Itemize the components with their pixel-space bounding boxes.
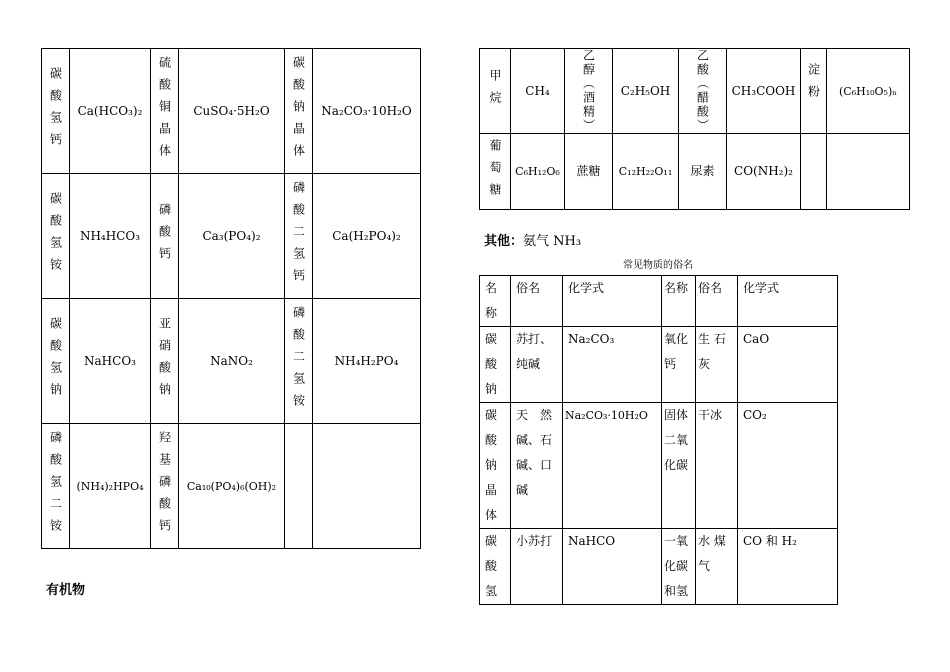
compound-formula: Ca(H₂PO₄)₂ xyxy=(313,174,421,299)
common-name: 生 石 灰 xyxy=(696,327,738,403)
substance-name: 固体二氧化碳 xyxy=(662,403,696,529)
compound-name: 碳酸氢钠 xyxy=(42,299,70,424)
organic-compound-table xyxy=(479,48,910,210)
chemical-formula: CO₂ xyxy=(738,403,838,529)
organic-name: 甲烷 xyxy=(480,49,511,134)
compound-name: 硫酸铜晶体 xyxy=(151,49,179,174)
header-formula: 化学式 xyxy=(738,276,838,327)
organic-heading: 有机物 xyxy=(46,583,86,598)
compound-formula: NH₄HCO₃ xyxy=(70,174,151,299)
compound-formula: NH₄H₂PO₄ xyxy=(313,299,421,424)
organic-formula: C₁₂H₂₂O₁₁ xyxy=(613,134,679,210)
organic-name: 尿素 xyxy=(679,134,727,210)
other-note xyxy=(484,230,581,249)
chemical-formula: NaHCO xyxy=(563,529,662,605)
organic-formula: CO(NH₂)₂ xyxy=(727,134,801,210)
substance-name: 一氧化碳和氢 xyxy=(662,529,696,605)
compound-name: 磷酸二氢铵 xyxy=(285,299,313,424)
compound-formula: Ca₁₀(PO₄)₆(OH)₂ xyxy=(179,424,285,549)
other-text: 氨气 NH₃ xyxy=(523,234,582,249)
substance-name: 氧化钙 xyxy=(662,327,696,403)
organic-name: 葡萄糖 xyxy=(480,134,511,210)
organic-formula: (C₆H₁₀O₅)ₙ xyxy=(827,49,910,134)
empty-cell xyxy=(285,424,313,549)
common-name: 天 然 碱、石 碱、口 碱 xyxy=(511,403,563,529)
common-name: 小苏打 xyxy=(511,529,563,605)
compound-formula: Na₂CO₃·10H₂O xyxy=(313,49,421,174)
compound-formula: NaHCO₃ xyxy=(70,299,151,424)
compound-name: 碳酸氢铵 xyxy=(42,174,70,299)
compound-formula: (NH₄)₂HPO₄ xyxy=(70,424,151,549)
substance-name: 碳酸钠晶体 xyxy=(480,403,511,529)
chemical-formula: Na₂CO₃·10H₂O xyxy=(563,403,662,529)
empty-cell xyxy=(313,424,421,549)
organic-formula: CH₃COOH xyxy=(727,49,801,134)
compound-name: 磷酸氢二铵 xyxy=(42,424,70,549)
chemical-formula: CaO xyxy=(738,327,838,403)
header-name: 名称 xyxy=(480,276,511,327)
empty-cell xyxy=(827,134,910,210)
common-names-table xyxy=(479,275,838,605)
other-label: 其他： xyxy=(484,234,524,249)
compound-formula: Ca₃(PO₄)₂ xyxy=(179,174,285,299)
header-common-name: 俗名 xyxy=(696,276,738,327)
substance-name: 碳酸钠 xyxy=(480,327,511,403)
header-formula: 化学式 xyxy=(563,276,662,327)
empty-cell xyxy=(801,134,827,210)
organic-name: 乙醇（酒精） xyxy=(565,49,613,134)
compound-name: 碳酸氢钙 xyxy=(42,49,70,174)
header-common-name: 俗名 xyxy=(511,276,563,327)
common-table-caption: 常见物质的俗名 xyxy=(623,260,693,271)
organic-name: 淀粉 xyxy=(801,49,827,134)
organic-formula: CH₄ xyxy=(511,49,565,134)
common-name: 水 煤 气 xyxy=(696,529,738,605)
chemical-formula: Na₂CO₃ xyxy=(563,327,662,403)
common-name: 苏打、纯碱 xyxy=(511,327,563,403)
organic-name: 乙酸（醋酸） xyxy=(679,49,727,134)
substance-name: 碳酸氢 xyxy=(480,529,511,605)
compound-formula: CuSO₄·5H₂O xyxy=(179,49,285,174)
chemical-formula: CO 和 H₂ xyxy=(738,529,838,605)
compound-formula: Ca(HCO₃)₂ xyxy=(70,49,151,174)
organic-formula: C₆H₁₂O₆ xyxy=(511,134,565,210)
common-name: 干冰 xyxy=(696,403,738,529)
compound-name: 磷酸钙 xyxy=(151,174,179,299)
organic-name: 蔗糖 xyxy=(565,134,613,210)
organic-formula: C₂H₅OH xyxy=(613,49,679,134)
header-name: 名称 xyxy=(662,276,696,327)
compound-name: 羟基磷酸钙 xyxy=(151,424,179,549)
compound-name: 碳酸钠晶体 xyxy=(285,49,313,174)
compound-formula: NaNO₂ xyxy=(179,299,285,424)
compound-name: 亚硝酸钠 xyxy=(151,299,179,424)
compound-name: 磷酸二氢钙 xyxy=(285,174,313,299)
left-compound-table xyxy=(41,48,421,549)
